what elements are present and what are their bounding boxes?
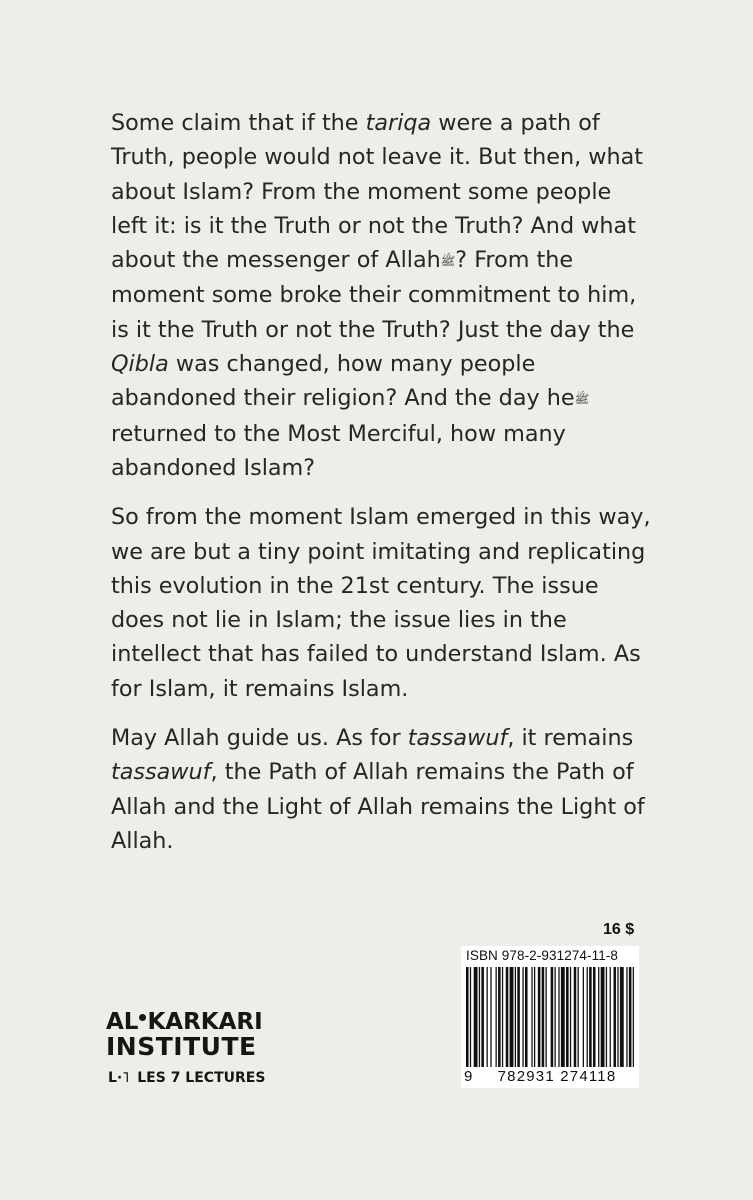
barcode-bar	[538, 967, 541, 1067]
barcode-bar	[515, 967, 516, 1067]
barcode-bar	[542, 967, 545, 1067]
barcode-bar	[629, 967, 632, 1067]
imprint-logo	[108, 1070, 265, 1086]
barcode-bar	[566, 967, 569, 1067]
italic-term-tariqa: tariqa	[365, 110, 432, 136]
text-span: Some claim that if the	[111, 110, 366, 136]
text-span: was changed, how many people abandoned their religion? And the day he	[111, 351, 575, 412]
price-label: 16 $	[603, 921, 635, 938]
barcode-bar	[613, 967, 616, 1067]
barcode-bar	[633, 967, 634, 1067]
text-span: , the Path of Allah remains the Path of Allah and the Light of Allah remains the Light of Allah.	[111, 759, 645, 854]
barcode-bar	[578, 967, 579, 1067]
barcode-bar	[481, 967, 484, 1067]
barcode-bar	[593, 967, 596, 1067]
ean-first-digit: 9	[464, 1068, 473, 1085]
saw-glyph: ﷺ	[574, 392, 590, 407]
barcode-bar	[474, 967, 478, 1067]
paragraph-3	[111, 721, 651, 858]
text-span: were a path of Truth, people would not leave it. But then, what about Islam? From the moment some people left it: is it the Truth or not the Truth? And what about the messenger of Allah	[111, 110, 644, 274]
barcode-bar	[479, 967, 480, 1067]
imprint-name: LES 7 LECTURES	[137, 1070, 266, 1086]
logo-text-al: AL	[106, 1009, 139, 1035]
logo-line-2: INSTITUTE	[106, 1032, 257, 1061]
logo-dot-icon	[139, 1014, 146, 1021]
italic-term-tassawuf: tassawuf	[407, 725, 508, 752]
barcode-bar	[587, 967, 588, 1067]
barcode-bar	[496, 967, 497, 1067]
paragraph-2: So from the moment Islam emerged in this way, we are but a tiny point imitating and replicating this evolution in the 21st century. The issue does not lie in Islam; the issue lies in the intellect that has failed to understand Islam. As for Islam, it remains Islam.	[111, 504, 651, 702]
barcode-bar	[487, 967, 488, 1067]
barcode-bar	[617, 967, 618, 1067]
back-cover-text	[111, 106, 651, 873]
publisher-logo	[106, 1010, 263, 1060]
barcode-bar	[574, 967, 577, 1067]
logo-text-karkari: KARKARI	[147, 1009, 263, 1035]
barcode-bar	[589, 967, 592, 1067]
barcode-bar	[546, 967, 547, 1067]
barcode-bar	[570, 967, 571, 1067]
ean-digits: 782931 274118	[497, 1068, 617, 1085]
barcode-bar	[506, 967, 509, 1067]
barcode-bar	[502, 967, 503, 1067]
barcode-bar	[620, 967, 624, 1067]
barcode-bar	[525, 967, 528, 1067]
barcode-bar	[531, 967, 532, 1067]
saw-glyph: ﷺ	[440, 254, 456, 269]
barcode-bar	[561, 967, 565, 1067]
barcode-bar	[601, 967, 605, 1067]
barcode-bar	[490, 967, 491, 1067]
logo-line-1	[106, 1010, 263, 1034]
text-span: May Allah guide us. As for	[111, 725, 408, 752]
paragraph-1	[111, 106, 651, 485]
barcode-bar	[517, 967, 520, 1067]
barcode-bar	[554, 967, 555, 1067]
text-span: ? From the moment some broke their commitment to him, is it the Truth or not the Truth? Just the day the	[111, 247, 637, 343]
text-span: returned to the Most Merciful, how many abandoned Islam?	[111, 420, 566, 481]
text-span: , it remains	[507, 725, 634, 752]
barcode-bar	[558, 967, 559, 1067]
barcode-bar	[606, 967, 607, 1067]
italic-term-qibla: Qibla	[111, 351, 169, 378]
barcode-bar	[534, 967, 535, 1067]
barcode-bar	[522, 967, 523, 1067]
barcode-bar	[598, 967, 599, 1067]
barcode-bar	[610, 967, 611, 1067]
barcode-bar	[551, 967, 554, 1067]
barcode	[461, 946, 639, 1088]
imprint-mark-icon: L·˥	[108, 1070, 130, 1086]
barcode-bar	[470, 967, 471, 1067]
barcode-bar	[510, 967, 514, 1067]
barcode-bar	[583, 967, 584, 1067]
barcode-bar	[466, 967, 469, 1067]
barcode-bars	[466, 967, 634, 1067]
barcode-bar	[626, 967, 627, 1067]
italic-term-tassawuf: tassawuf	[111, 759, 211, 786]
barcode-bar	[498, 967, 501, 1067]
isbn-text: ISBN 978-2-931274-11-8	[466, 948, 619, 963]
